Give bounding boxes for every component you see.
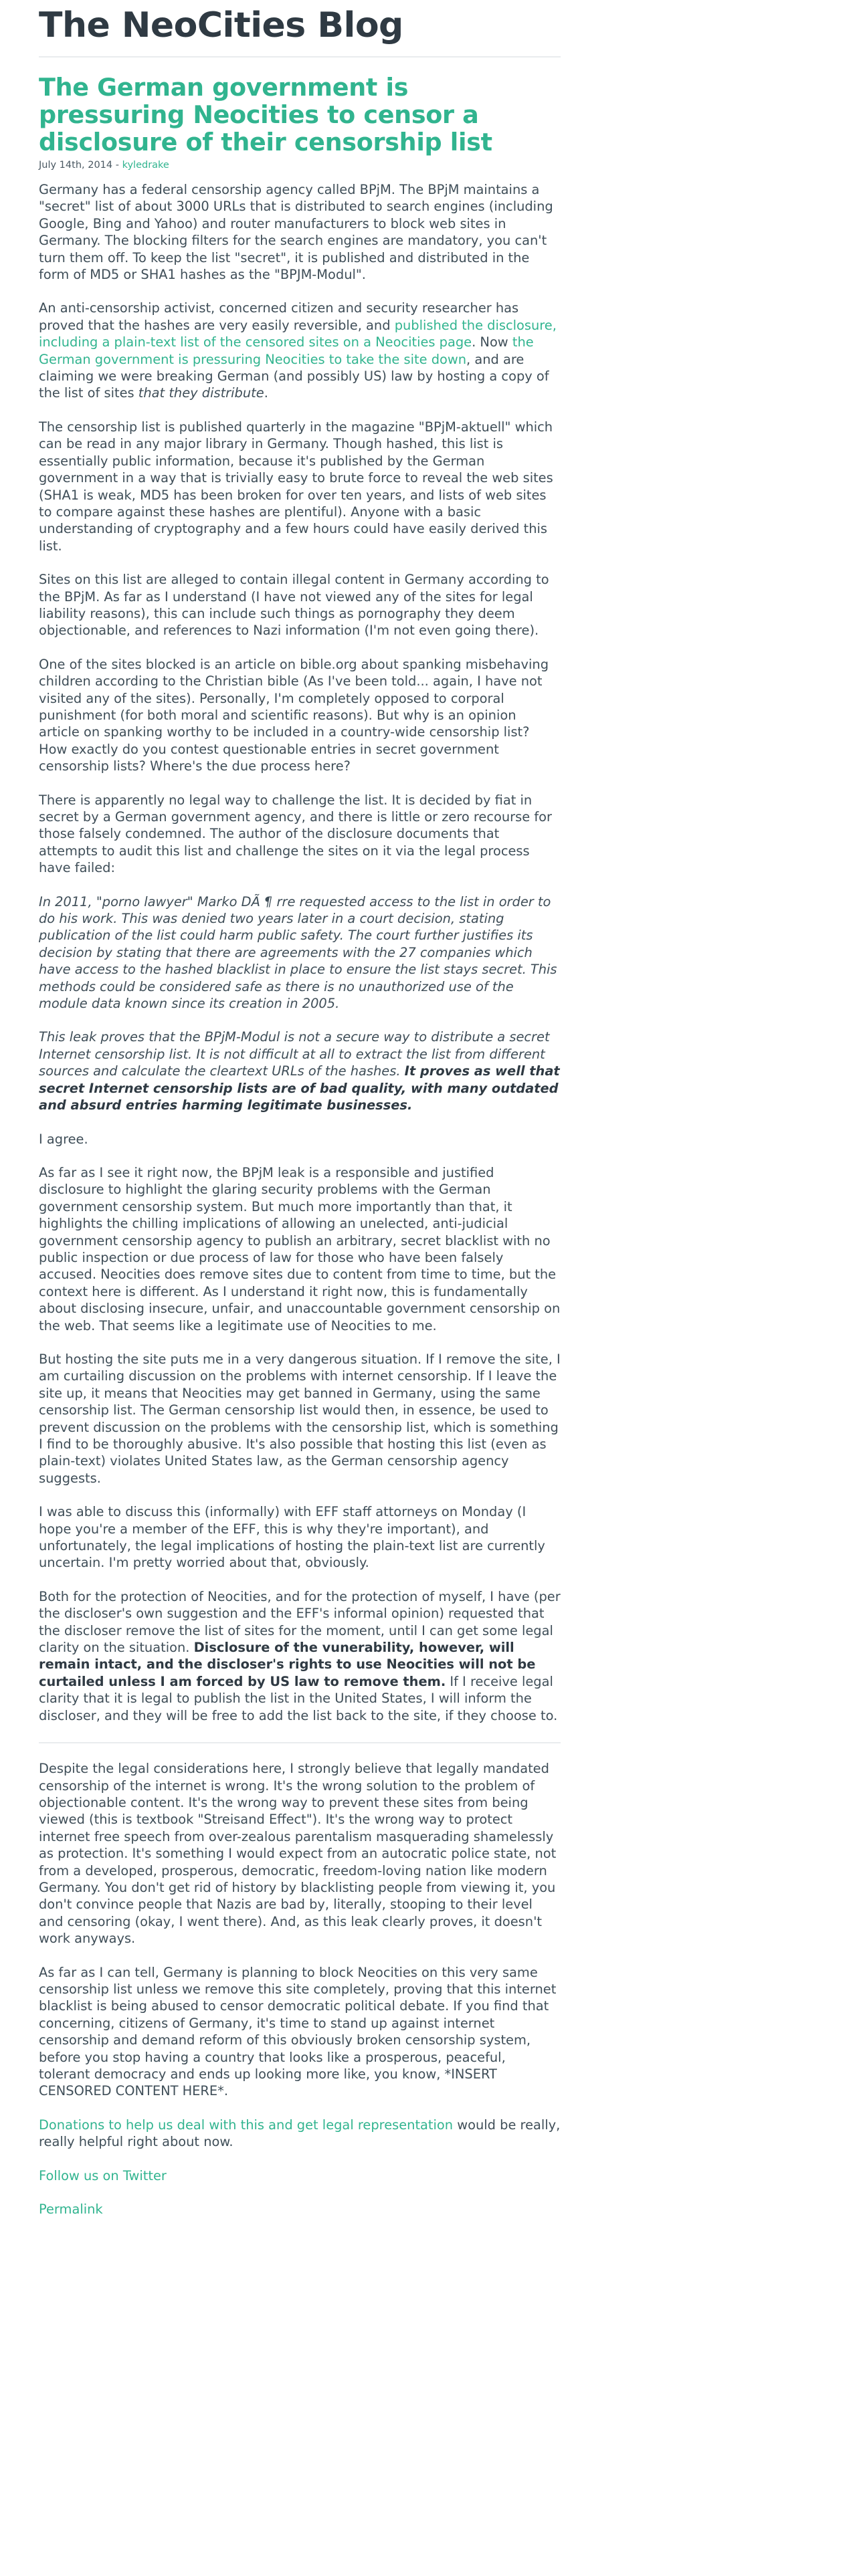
paragraph-eff: I was able to discuss this (informally) with EFF staff attorneys on Monday (I hope you're a member of the EFF, this is why they're important), and unfortunately, the legal implications of hosting the plain-text list are currently uncertain. I'm pretty worried about that, obviously. <box>39 1504 545 1571</box>
blog-title[interactable]: The NeoCities Blog <box>39 5 403 45</box>
paragraph-disclosure <box>39 300 561 401</box>
paragraph-illegal-content: Sites on this list are alleged to contain illegal content in Germany according to the BPjM. As far as I understand (I have not viewed any of the sites for legal liability reasons), this can include such things as pornography they deem objectionable, and references to Nazi information (I'm not even going there). <box>39 572 549 639</box>
paragraph-published-list: The censorship list is published quarterly in the magazine "BPjM-aktuell" which can be read in any major library in Germany. Though hashed, this list is essentially public information, because it's published by the German government in a way that is trivially easy to brute force to reveal the web sites (SHA1 is weak, MD5 has been broken for over ten years, and lists of web sites to compare against these hashes are plentiful). Anyone with a basic understanding of cryptography and a few hours could have easily derived this list. <box>39 419 553 554</box>
text: would be really, really helpful right about now. <box>39 2117 561 2150</box>
pressure-link[interactable]: the German government is pressuring Neocities to take the site down <box>39 334 534 367</box>
disclosure-link[interactable]: published the disclosure, including a plain-text list of the censored sites on a Neocities page <box>39 317 557 350</box>
meta-separator: - <box>112 160 122 171</box>
post-title-link[interactable]: The German government is pressuring Neocities to censor a disclosure of their censorship list <box>39 73 492 156</box>
paragraph-i-agree: I agree. <box>39 1131 88 1147</box>
paragraph-twitter <box>39 2167 561 2184</box>
quote-porno-lawyer <box>39 893 561 1012</box>
donations-link[interactable]: Donations to help us deal with this and get legal representation <box>39 2117 454 2133</box>
author-link[interactable]: kyledrake <box>122 160 169 171</box>
content-column <box>39 0 561 2218</box>
paragraph-intro: Germany has a federal censorship agency called BPjM. The BPjM maintains a "secret" list of about 3000 URLs that is distributed to search engines (including Google, Bing and Yahoo) and router manufacturers to block web sites in Germany. The blocking filters for the search engines are mandatory, you can't turn them off. To keep the list "secret", it is published and distributed in the form of MD5 or SHA1 hashes as the "BPJM-Modul". <box>39 182 553 283</box>
post-title[interactable] <box>39 74 561 156</box>
paragraph-bpjm-leak: As far as I see it right now, the BPjM leak is a responsible and justified disclosure to highlight the glaring security problems with the German government censorship system. But much more importantly than that, it highlights the chilling implications of allowing an unelected, anti-judicial government censorship agency to publish an arbitrary, secret blacklist with no public inspection or due process of law for those who have been falsely accused. Neocities does remove sites due to content from time to time, but the context here is different. As I understand it right now, this is fundamentally about disclosing insecure, unfair, and unaccountable government censorship on the web. That seems like a legitimate use of Neocities to me. <box>39 1164 561 1333</box>
header-divider <box>39 56 561 58</box>
paragraph-protection <box>39 1588 561 1724</box>
quote-leak-proves <box>39 1029 561 1113</box>
text: . <box>264 385 268 401</box>
paragraph-bible-org: One of the sites blocked is an article on bible.org about spanking misbehaving children according to the Christian bible (As I've been told... again, I have not visited any of the sites). Personally, I'm completely opposed to corporal punishment (for both moral and scientific reasons). But why is an opinion article on spanking worthy to be included in a country-wide censorship list? How exactly do you contest questionable entries in secret government censorship lists? Where's the due process here? <box>39 656 549 774</box>
text: If I receive legal clarity that it is legal to publish the list in the United States, I will inform the discloser, and they will be free to add the list back to the site, if they choose to. <box>39 1673 558 1723</box>
paragraph-donations <box>39 2117 561 2151</box>
paragraph-no-legal-way: There is apparently no legal way to challenge the list. It is decided by fiat in secret by a German government agency, and there is little or zero recourse for those falsely condemned. The author of the disclosure documents that attempts to audit this list and challenge the sites on it via the legal process have failed: <box>39 792 553 876</box>
twitter-link[interactable]: Follow us on Twitter <box>39 2167 167 2183</box>
paragraph-permalink <box>39 2201 561 2218</box>
post-meta <box>39 158 561 172</box>
strong-text: Disclosure of the vunerability, however, will remain intact, and the discloser's rights to use Neocities will not be curtailed unless I am forced by US law to remove them. <box>39 1640 536 1689</box>
quote-text: In 2011, "porno lawyer" Marko DÃ ¶ rre requested access to the list in order to do his work. This was denied two years later in a court decision, stating publication of the list could harm public safety. The court further justifies its decision by stating that there are agreements with the 27 companies which have access to the hashed blacklist in place to ensure the list stays secret. This methods could be considered safe as there is no unauthorized use of the module data known since its creation in 2005. <box>39 893 557 1012</box>
text: An anti-censorship activist, concerned citizen and security researcher has proved that the hashes are very easily reversible, and <box>39 300 519 333</box>
quote-strong-text: It proves as well that secret Internet censorship lists are of bad quality, with many outdated and absurd entries harming legitimate businesses. <box>39 1063 560 1113</box>
text: Both for the protection of Neocities, and for the protection of myself, I have (per the discloser's own suggestion and the EFF's informal opinion) requested that the discloser remove the list of sites for the moment, until I can get some legal clarity on the situation. <box>39 1588 561 1656</box>
emphasis-text: that they distribute <box>138 385 264 401</box>
paragraph-legal-considerations: Despite the legal considerations here, I strongly believe that legally mandated censorship of the internet is wrong. It's the wrong solution to the problem of objectionable content. It's the wrong way to prevent these sites from being viewed (this is textbook "Streisand Effect"). It's the wrong way to protect internet free speech from over-zealous parentalism masquerading shamelessly as protection. It's something I would expect from an autocratic police state, not from a developed, prosperous, democratic, freedom-loving nation like modern Germany. You don't get rid of history by blacklisting people from viewing it, you don't convince people that Nazis are bad by, literally, stooping to their level and censoring (okay, I went there). And, as this leak clearly proves, it doesn't work anyways. <box>39 1761 557 1947</box>
paragraph-dangerous-situation: But hosting the site puts me in a very dangerous situation. If I remove the site, I am curtailing discussion on the problems with internet censorship. If I leave the site up, it means that Neocities may get banned in Germany, using the same censorship list. The German censorship list would then, in essence, be used to prevent discussion on the problems with the censorship list, which is something I find to be thoroughly abusive. It's also possible that hosting this list (even as plain-text) violates United States law, as the German censorship agency suggests. <box>39 1351 561 1486</box>
post-date: July 14th, 2014 <box>39 160 113 171</box>
section-divider <box>39 1742 561 1743</box>
text: . Now <box>472 334 512 350</box>
quote-text: This leak proves that the BPjM-Modul is not a secure way to distribute a secret Internet censorship list. It is not difficult at all to extract the list from different sources and calculate the cleartext URLs of the hashes. <box>39 1029 550 1079</box>
text: , and are claiming we were breaking German (and possibly US) law by hosting a copy of the list of sites <box>39 351 549 401</box>
paragraph-germany-block: As far as I can tell, Germany is planning to block Neocities on this very same censorship list unless we remove this site completely, proving that this internet blacklist is being abused to censor democratic political debate. If you find that concerning, citizens of Germany, it's time to stand up against internet censorship and demand reform of this obviously broken censorship system, before you stop having a country that looks like a prosperous, peaceful, tolerant democracy and ends up looking more like, you know, *INSERT CENSORED CONTENT HERE*. <box>39 1964 557 2099</box>
permalink-link[interactable]: Permalink <box>39 2202 103 2218</box>
